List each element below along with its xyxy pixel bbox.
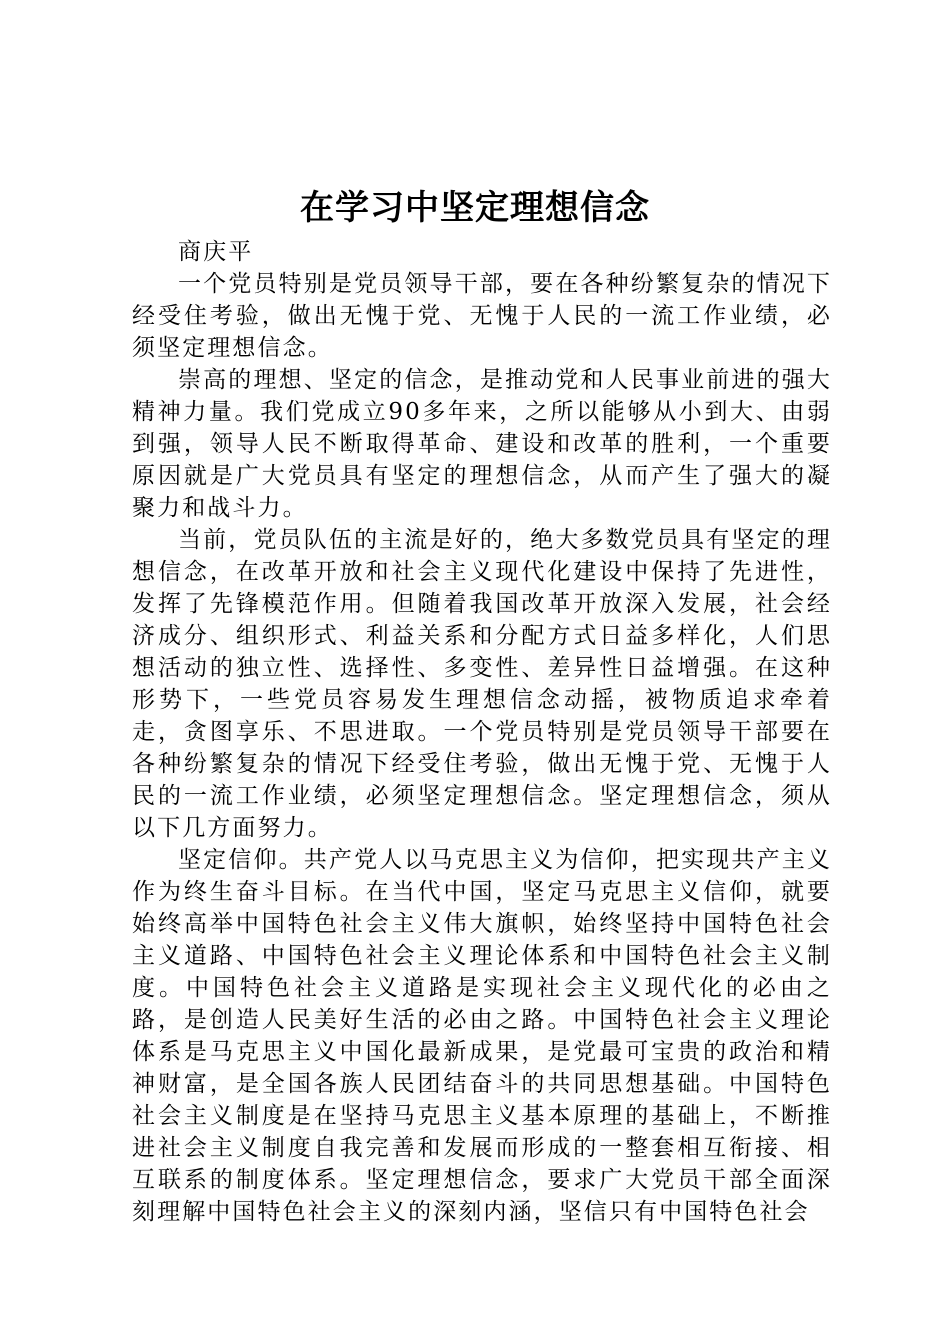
paragraph-3: 当前，党员队伍的主流是好的，绝大多数党员具有坚定的理想信念，在改革开放和社会主义现代化建设中保持了先进性，发挥了先锋模范作用。但随着我国改革开放深入发展，社会经济成分、组织形式、利益关系和分配方式日益多样化，人们思想活动的独立性、选择性、多变性、差异性日益增强。在这种形势下，一些党员容易发生理想信念动摇，被物质追求牵着走，贪图享乐、不思进取。一个党员特别是党员领导干部要在各种纷繁复杂的情况下经受住考验，做出无愧于党、无愧于人民的一流工作业绩，必须坚定理想信念。坚定理想信念，须从以下几方面努力。 <box>132 527 832 841</box>
document-body <box>132 236 832 1228</box>
author-line: 商庆平 <box>178 239 254 265</box>
document-title: 在学习中坚定理想信念 <box>300 188 650 228</box>
paragraph-4: 坚定信仰。共产党人以马克思主义为信仰，把实现共产主义作为终生奋斗目标。在当代中国，坚定马克思主义信仰，就要始终高举中国特色社会主义伟大旗帜，始终坚持中国特色社会主义道路、中国特色社会主义理论体系和中国特色社会主义制度。中国特色社会主义道路是实现社会主义现代化的必由之路，是创造人民美好生活的必由之路。中国特色社会主义理论体系是马克思主义中国化最新成果，是党最可宝贵的政治和精神财富，是全国各族人民团结奋斗的共同思想基础。中国特色社会主义制度是在坚持马克思主义基本原理的基础上，不断推进社会主义制度自我完善和发展而形成的一整套相互衔接、相互联系的制度体系。坚定理想信念，要求广大党员干部全面深刻理解中国特色社会主义的深刻内涵，坚信只有中国特色社会 <box>132 847 832 1225</box>
paragraph-2: 崇高的理想、坚定的信念，是推动党和人民事业前进的强大精神力量。我们党成立90多年来，之所以能够从小到大、由弱到强，领导人民不断取得革命、建设和改革的胜利，一个重要原因就是广大党员具有坚定的理想信念，从而产生了强大的凝聚力和战斗力。 <box>132 367 832 521</box>
paragraph-1: 一个党员特别是党员领导干部，要在各种纷繁复杂的情况下经受住考验，做出无愧于党、无愧于人民的一流工作业绩，必须坚定理想信念。 <box>132 271 832 361</box>
